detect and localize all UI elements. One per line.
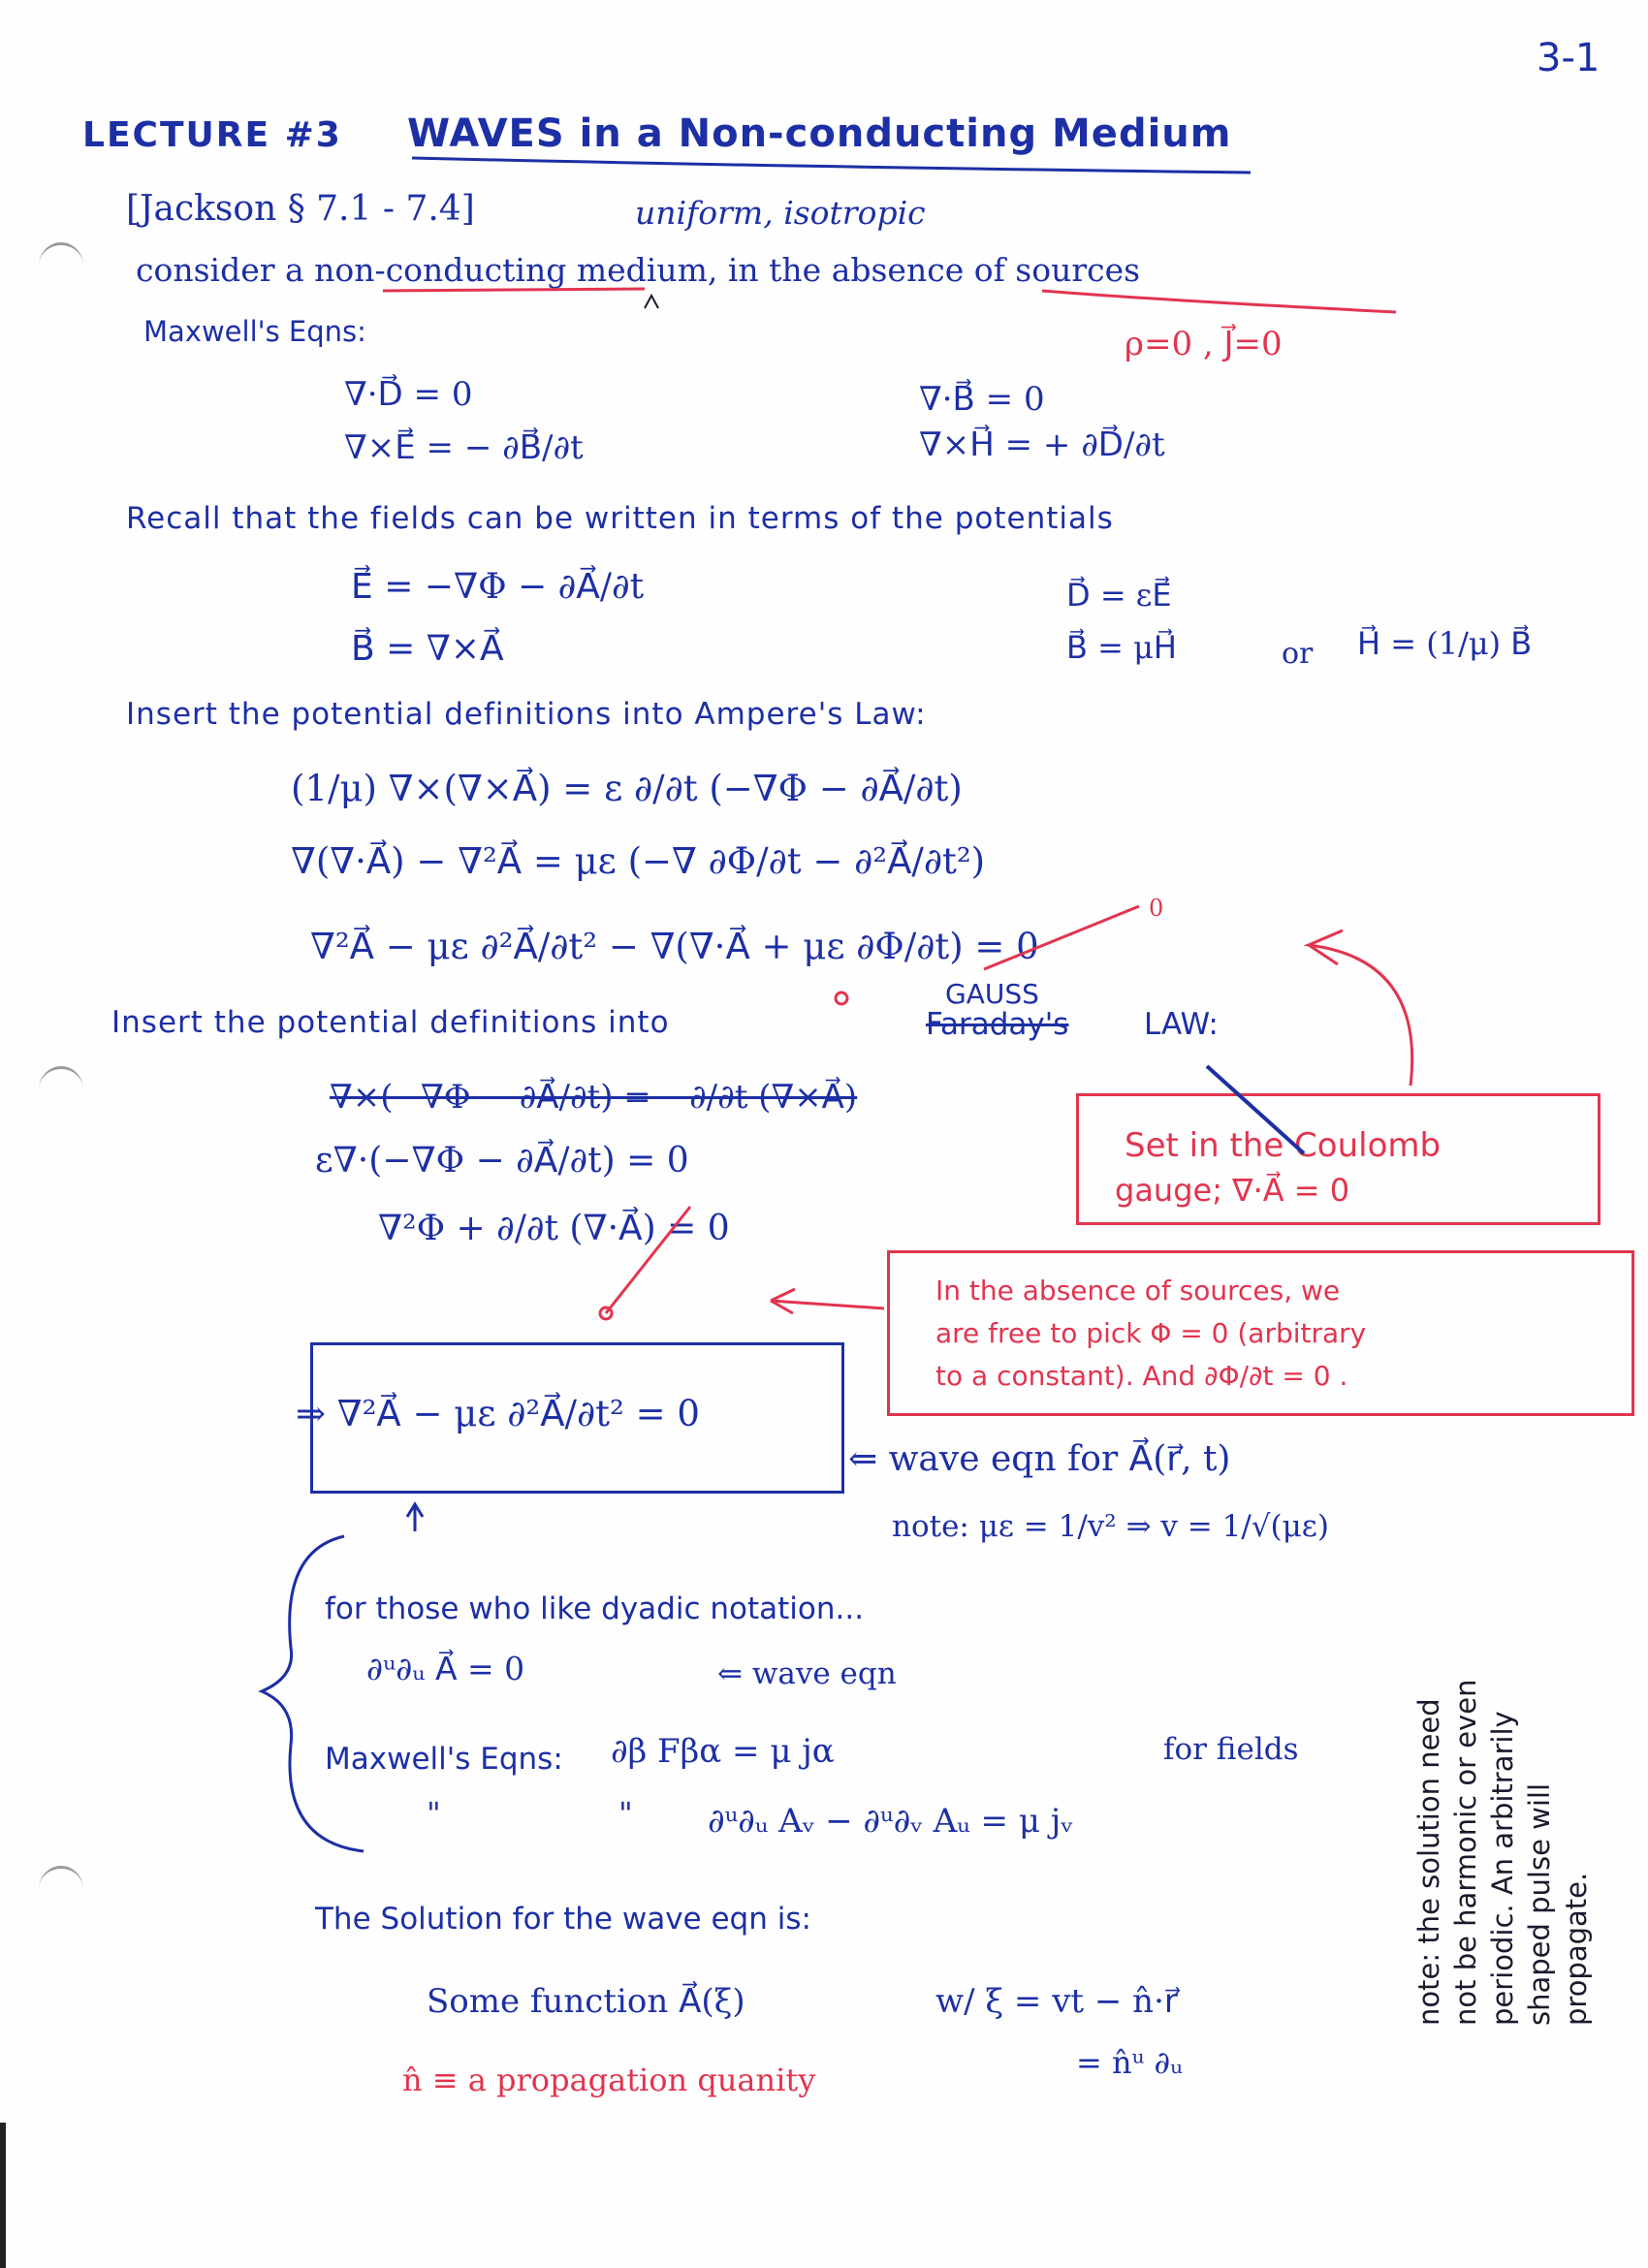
d-constitutive: D⃗ = εE⃗ xyxy=(1066,577,1172,614)
faraday-equation: ∇×E⃗ = − ∂B⃗/∂t xyxy=(344,428,584,467)
insert-caret xyxy=(645,296,658,308)
recall-text: Recall that the fields can be written in terms of the potentials xyxy=(126,501,1114,536)
sources-zero: ρ=0 , J⃗=0 xyxy=(1125,325,1283,363)
absence-underline xyxy=(1042,291,1396,312)
xi-four-vector: = n̂ᵘ ∂ᵤ xyxy=(1076,2044,1183,2081)
gauss-red-slash xyxy=(606,1207,690,1313)
up-arrow xyxy=(407,1504,423,1531)
medium-properties: uniform, isotropic xyxy=(635,194,926,232)
propagation-note: n̂ ≡ a propagation quanity xyxy=(402,2062,816,2098)
coulomb-note-line-2: gauge; ∇·A⃗ = 0 xyxy=(1115,1172,1350,1209)
gauss-heading: Insert the potential definitions into xyxy=(111,1005,670,1040)
side-note-line-1: note: the solution need xyxy=(1412,1698,1445,2026)
ampere-line-3: ∇²A⃗ − με ∂²A⃗/∂t² − ∇(∇·A⃗ + με ∂Φ/∂t) = 0 xyxy=(310,926,1039,967)
ditto-mark-1: " xyxy=(427,1795,441,1832)
or-word: or xyxy=(1282,637,1314,671)
coulomb-note-line-1: Set in the Coulomb xyxy=(1125,1126,1442,1165)
ampere-zero-mark: 0 xyxy=(1149,895,1164,922)
side-note-line-2: not be harmonic or even xyxy=(1449,1679,1482,2026)
nonconducting-underline xyxy=(383,289,645,291)
lecture-label: LECTURE #3 xyxy=(82,115,342,155)
jackson-reference: [Jackson § 7.1 - 7.4] xyxy=(126,189,475,229)
faraday-crossed-line: ∇×(−∇Φ − ∂A⃗/∂t) = −∂/∂t (∇×A⃗) xyxy=(330,1078,858,1117)
ampere-line-1: (1/μ) ∇×(∇×A⃗) = ε ∂/∂t (−∇Φ − ∂A⃗/∂t) xyxy=(291,768,963,809)
side-note-line-5: propagate. xyxy=(1560,1872,1593,2026)
b-constitutive: B⃗ = μH⃗ xyxy=(1066,629,1177,666)
some-function: Some function A⃗(ξ) xyxy=(427,1982,745,2021)
ditto-mark-2: " xyxy=(618,1795,633,1832)
title-underline xyxy=(412,158,1251,173)
ampere-line-2: ∇(∇·A⃗) − ∇²A⃗ = με (−∇ ∂Φ/∂t − ∂²A⃗/∂t²) xyxy=(291,840,986,882)
gauss-word: GAUSS xyxy=(945,978,1039,1010)
side-note-line-3: periodic. An arbitrarily xyxy=(1486,1711,1519,2026)
ampere-equation: ∇×H⃗ = + ∂D⃗/∂t xyxy=(919,425,1165,464)
dyadic-maxwell-label: Maxwell's Eqns: xyxy=(325,1742,563,1777)
for-fields-label: for fields xyxy=(1163,1732,1299,1767)
wave-speed-note: note: με = 1/v² ⇒ v = 1/√(με) xyxy=(892,1509,1329,1544)
coulomb-pointer xyxy=(1207,1066,1304,1153)
faraday-crossed-word: Faraday's xyxy=(926,1007,1069,1042)
law-word: LAW: xyxy=(1144,1007,1219,1042)
absence-pointer-arrow xyxy=(771,1289,884,1313)
dyadic-maxwell-equation: ∂β Fβα = μ jα xyxy=(611,1732,835,1771)
maxwell-label: Maxwell's Eqns: xyxy=(143,315,366,348)
gauss-line-2: ∇²Φ + ∂/∂t (∇·A⃗) = 0 xyxy=(378,1209,730,1248)
absence-note-line-1: In the absence of sources, we xyxy=(935,1275,1341,1307)
wave-equation: ⇒ ∇²A⃗ − με ∂²A⃗/∂t² = 0 xyxy=(296,1393,700,1434)
dyadic-wave-equation: ∂ᵘ∂ᵤ A⃗ = 0 xyxy=(366,1650,525,1687)
ampere-red-zero xyxy=(836,992,847,1004)
gauss-d-equation: ∇·D⃗ = 0 xyxy=(344,375,473,414)
absence-note-line-3: to a constant). And ∂Φ/∂t = 0 . xyxy=(935,1360,1348,1392)
ampere-heading: Insert the potential definitions into Ampere's Law: xyxy=(126,697,927,732)
gauss-line-1: ε∇·(−∇Φ − ∂A⃗/∂t) = 0 xyxy=(315,1141,689,1181)
e-potential-definition: E⃗ = −∇Φ − ∂A⃗/∂t xyxy=(351,567,645,607)
dyadic-brace xyxy=(262,1536,364,1851)
dyadic-intro: for those who like dyadic notation... xyxy=(325,1591,865,1626)
solution-heading: The Solution for the wave eqn is: xyxy=(315,1902,811,1937)
ampere-red-slash xyxy=(984,906,1139,969)
absence-note-line-2: are free to pick Φ = 0 (arbitrary xyxy=(935,1317,1367,1349)
b-potential-definition: B⃗ = ∇×A⃗ xyxy=(351,629,504,669)
page-title: WAVES in a Non-conducting Medium xyxy=(407,111,1232,156)
ampere-to-coulomb-arrow xyxy=(1309,930,1412,1086)
dyadic-wave-label: ⇐ wave eqn xyxy=(717,1656,897,1691)
gauss-b-equation: ∇·B⃗ = 0 xyxy=(919,380,1045,419)
consider-text: consider a non-conducting medium, in the absence of sources xyxy=(136,251,1141,289)
h-constitutive: H⃗ = (1/μ) B⃗ xyxy=(1357,625,1533,662)
page-number: 3-1 xyxy=(1537,36,1600,80)
dyadic-potential-equation: ∂ᵘ∂ᵤ Aᵥ − ∂ᵘ∂ᵥ Aᵤ = μ jᵥ xyxy=(708,1802,1073,1841)
side-note-line-4: shaped pulse will xyxy=(1523,1782,1556,2026)
xi-definition: w/ ξ = vt − n̂·r⃗ xyxy=(935,1982,1178,2021)
wave-equation-label: ⇐ wave eqn for A⃗(r⃗, t) xyxy=(848,1439,1231,1479)
